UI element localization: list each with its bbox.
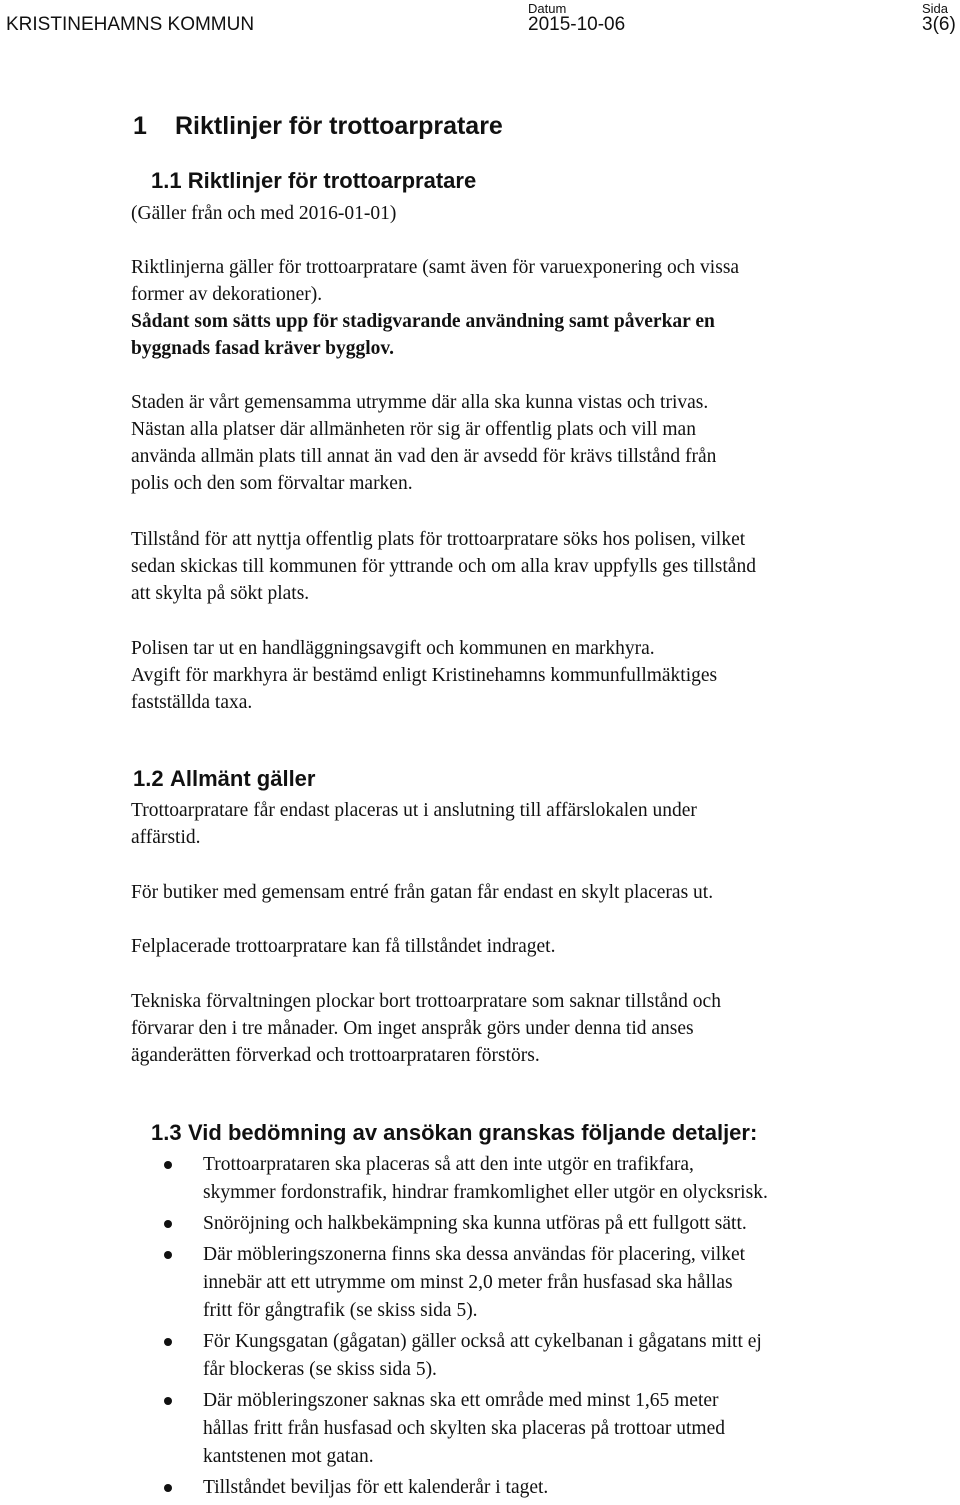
bullet-icon (164, 1338, 172, 1346)
section-1-2-number: 1.2 (133, 766, 164, 791)
list-item: Trottoarprataren ska placeras så att den inte utgör en trafikfara, skymmer fordonstrafik, hindrar framkomlighet eller utgör en olycksrisk. (131, 1151, 931, 1207)
section-1-1-heading: 1.1 Riktlinjer för trottoarpratare (151, 168, 477, 193)
bullet-icon (164, 1220, 172, 1228)
section-1-3-number: 1.3 (151, 1120, 182, 1145)
bullet-icon (164, 1251, 172, 1259)
section-1-2-paragraph-2: För butiker med gemensam entré från gatan får endast en skylt placeras ut. (131, 882, 714, 903)
list-item: Tillståndet beviljas för ett kalenderår i taget. (131, 1474, 931, 1502)
section-1-title: Riktlinjer för trottoarpratare (175, 112, 503, 140)
section-1-2-heading (133, 766, 315, 792)
section-1-1-paragraph-3: Tillstånd för att nyttja offentlig plats för trottoarpratare söks hos polisen, vilket sedan skickas till kommunen för yttrande och om alla krav uppfylls ges tillstånd att skylta på sökt plats. (131, 529, 756, 604)
bullet-icon (164, 1397, 172, 1405)
section-1-3-heading (151, 1120, 757, 1146)
section-1-heading (133, 112, 503, 141)
section-1-2-paragraph-4: Tekniska förvaltningen plockar bort trottoarpratare som saknar tillstånd och förvarar den i tre månader. Om inget anspråk görs under denna tid anses äganderätten förverkad och trottoarprataren förstörs. (131, 991, 721, 1066)
list-item: Där möbleringszonerna finns ska dessa användas för placering, vilket innebär att ett utrymme om minst 2,0 meter från husfasad ska hållas fritt för gångtrafik (se skiss sida 5). (131, 1241, 931, 1325)
bullet-icon (164, 1161, 172, 1169)
section-1-1-paragraph-4: Polisen tar ut en handläggningsavgift och kommunen en markhyra. Avgift för markhyra är bestämd enligt Kristinehamns kommunfullmäktiges fastställda taxa. (131, 638, 718, 713)
section-1-2-paragraph-3: Felplacerade trottoarpratare kan få tillståndet indraget. (131, 936, 556, 957)
assessment-criteria-list (131, 1151, 931, 1505)
section-1-2-title: Allmänt gäller (170, 766, 316, 791)
list-item: Snöröjning och halkbekämpning ska kunna utföras på ett fullgott sätt. (131, 1210, 931, 1238)
list-item: För Kungsgatan (gågatan) gäller också att cykelbanan i gågatans mitt ej får blockeras (se skiss sida 5). (131, 1328, 931, 1384)
header-page-label: Sida (922, 1, 949, 16)
header-page-number: 3(6) (922, 14, 956, 35)
header-organization: KRISTINEHAMNS KOMMUN (6, 14, 255, 35)
header-date: 2015-10-06 (528, 14, 626, 35)
section-1-1-paragraph-1: Riktlinjerna gäller för trottoarpratare (samt även för varuexponering och vissa former av dekorationer). Sådant som sätts upp för stadigvarande användning samt påverkar en byggnads fasad kräver bygglov. (131, 257, 740, 359)
section-1-3-title: Vid bedömning av ansökan granskas följande detaljer: (188, 1120, 758, 1145)
header-date-label: Datum (528, 1, 567, 16)
section-1-2-paragraph-1: Trottoarpratare får endast placeras ut i anslutning till affärslokalen under affärstid. (131, 800, 697, 848)
section-1-1-paragraph-2: Staden är vårt gemensamma utrymme där alla ska kunna vistas och trivas. Nästan alla platser där allmänheten rör sig är offentlig plats och vill man använda allmän plats till annat än vad den är avsedd för krävs tillstånd från polis och den som förvaltar marken. (131, 392, 717, 494)
list-item: Där möbleringszoner saknas ska ett område med minst 1,65 meter hållas fritt från husfasad och skylten ska placeras på trottoar utmed kantstenen mot gatan. (131, 1387, 931, 1471)
valid-from-note: (Gäller från och med 2016-01-01) (131, 203, 397, 224)
section-1-number: 1 (133, 112, 147, 140)
bullet-icon (164, 1484, 172, 1492)
